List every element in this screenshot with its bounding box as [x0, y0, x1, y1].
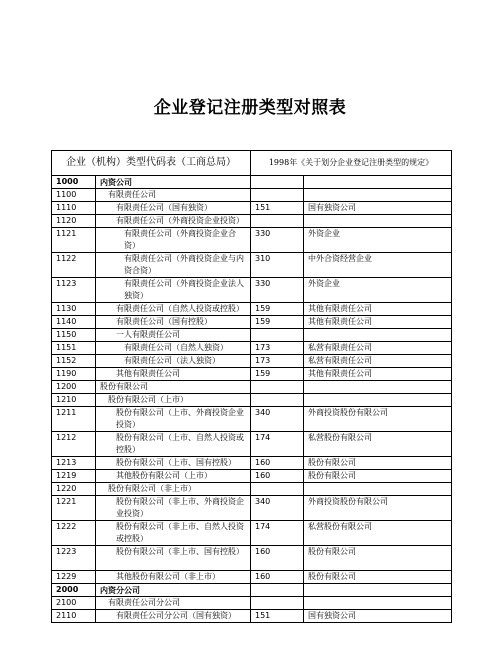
name2-cell [304, 597, 452, 610]
name2-cell [304, 394, 452, 407]
code-cell: 1229 [52, 571, 96, 584]
code-cell: 1140 [52, 316, 96, 329]
table-row [52, 394, 452, 407]
code2-cell [251, 189, 304, 202]
name-text: 股份有限公司（上市、外商投资企业投资） [116, 408, 244, 429]
code-cell: 1190 [52, 368, 96, 381]
table-row [52, 278, 452, 303]
name-text: 股份有限公司（非上市） [108, 484, 196, 493]
code2-cell: 151 [251, 610, 304, 623]
table-row [52, 571, 452, 584]
name-text: 股份有限公司（非上市、自然人投资或控股） [116, 522, 244, 543]
code2-cell: 159 [251, 316, 304, 329]
code-cell: 1000 [52, 176, 96, 189]
code2-cell [251, 215, 304, 228]
table-row [52, 342, 452, 355]
header-left: 企业（机构）类型代码表（工商总局） [52, 151, 251, 176]
name-text: 一人有限责任公司 [116, 330, 180, 339]
code2-cell [251, 584, 304, 597]
name-cell [96, 215, 251, 228]
code-cell: 1150 [52, 329, 96, 342]
table-row [52, 457, 452, 470]
name2-cell: 私营有限责任公司 [304, 355, 452, 368]
name-text: 有限责任公司分公司 [108, 598, 180, 607]
code-cell: 1122 [52, 253, 96, 278]
name-cell [96, 597, 251, 610]
name2-cell: 外商投资股份有限公司 [304, 496, 452, 521]
code-cell: 1110 [52, 202, 96, 215]
name2-cell: 股份有限公司 [304, 470, 452, 483]
code2-cell [251, 597, 304, 610]
table-row [52, 584, 452, 597]
name-cell: 内资分公司 [96, 584, 251, 597]
name-cell [96, 521, 251, 546]
name2-cell [304, 329, 452, 342]
name-text: 股份有限公司（上市） [108, 395, 188, 404]
name2-cell [304, 176, 452, 189]
name-cell [96, 189, 251, 202]
table-row [52, 329, 452, 342]
table-row [52, 546, 452, 571]
name-cell [96, 368, 251, 381]
code-cell: 1151 [52, 342, 96, 355]
code-cell: 1152 [52, 355, 96, 368]
name2-cell: 其他有限责任公司 [304, 303, 452, 316]
name-text: 有限责任公司（外商投资企业投资） [116, 216, 244, 225]
name-text: 有限责任公司（外商投资企业合资） [124, 229, 236, 250]
name-cell: 股份有限公司 [96, 381, 251, 394]
code-cell: 1220 [52, 483, 96, 496]
code2-cell [251, 176, 304, 189]
table-row [52, 432, 452, 457]
code-cell: 1130 [52, 303, 96, 316]
code2-cell: 159 [251, 368, 304, 381]
name2-cell [304, 584, 452, 597]
name-cell [96, 407, 251, 432]
code2-cell [251, 381, 304, 394]
table-row [52, 368, 452, 381]
name-cell [96, 303, 251, 316]
name-cell [96, 470, 251, 483]
name-cell [96, 329, 251, 342]
name-text: 股份有限公司（上市、自然人投资或控股） [116, 433, 244, 454]
code-cell: 1222 [52, 521, 96, 546]
name-cell [96, 342, 251, 355]
name-cell [96, 316, 251, 329]
name-cell [96, 483, 251, 496]
table-row [52, 521, 452, 546]
code2-cell [251, 483, 304, 496]
code-cell: 1100 [52, 189, 96, 202]
name2-cell: 私营股份有限公司 [304, 432, 452, 457]
code-cell: 1210 [52, 394, 96, 407]
name2-cell: 外资企业 [304, 278, 452, 303]
code-cell: 1223 [52, 546, 96, 571]
code2-cell: 173 [251, 355, 304, 368]
table-row [52, 483, 452, 496]
name2-cell: 外资企业 [304, 228, 452, 253]
code-cell: 1213 [52, 457, 96, 470]
name-cell [96, 202, 251, 215]
table-row [52, 202, 452, 215]
code2-cell: 173 [251, 342, 304, 355]
name-cell [96, 496, 251, 521]
code2-cell: 160 [251, 546, 304, 571]
name-text: 股份有限公司（上市、国有控股） [116, 458, 236, 467]
name-text: 其他股份有限公司（上市） [116, 471, 212, 480]
name2-cell: 其他有限责任公司 [304, 316, 452, 329]
code2-cell: 160 [251, 571, 304, 584]
name-cell [96, 432, 251, 457]
code-cell: 1212 [52, 432, 96, 457]
name2-cell [304, 215, 452, 228]
name-text: 其他有限责任公司 [116, 369, 180, 378]
code-cell: 1123 [52, 278, 96, 303]
table-row [52, 176, 452, 189]
code2-cell: 160 [251, 470, 304, 483]
name-cell [96, 610, 251, 623]
registration-type-table [51, 150, 452, 623]
name-text: 有限责任公司（自然人独资） [124, 343, 228, 352]
name-text: 有限责任公司（国有独资） [116, 203, 212, 212]
name2-cell: 国有独资公司 [304, 610, 452, 623]
name2-cell: 股份有限公司 [304, 457, 452, 470]
table-row [52, 407, 452, 432]
code2-cell: 340 [251, 496, 304, 521]
table-row [52, 381, 452, 394]
header-right: 1998年《关于划分企业登记注册类型的规定》 [251, 151, 452, 176]
name-text: 有限责任公司 [108, 190, 156, 199]
name2-cell: 外商投资股份有限公司 [304, 407, 452, 432]
code-cell: 1120 [52, 215, 96, 228]
code-cell: 1219 [52, 470, 96, 483]
name2-cell: 私营股份有限公司 [304, 521, 452, 546]
name2-cell: 其他有限责任公司 [304, 368, 452, 381]
code-cell: 2100 [52, 597, 96, 610]
table-row [52, 316, 452, 329]
name-text: 有限责任公司分公司（国有独资） [116, 611, 236, 620]
code-cell: 1200 [52, 381, 96, 394]
name-text: 股份有限公司（非上市、国有控股） [116, 547, 244, 556]
code-cell: 2110 [52, 610, 96, 623]
table-row [52, 253, 452, 278]
name-cell [96, 253, 251, 278]
name-text: 有限责任公司（自然人投资或控股） [116, 304, 244, 313]
name2-cell: 国有独资公司 [304, 202, 452, 215]
name2-cell [304, 381, 452, 394]
name-cell [96, 394, 251, 407]
name2-cell [304, 483, 452, 496]
table-row [52, 189, 452, 202]
code-cell: 2000 [52, 584, 96, 597]
name2-cell [304, 189, 452, 202]
code-cell: 1211 [52, 407, 96, 432]
name2-cell: 股份有限公司 [304, 571, 452, 584]
code2-cell: 330 [251, 228, 304, 253]
name2-cell: 私营有限责任公司 [304, 342, 452, 355]
table-row [52, 610, 452, 623]
name-cell [96, 546, 251, 571]
name-cell [96, 228, 251, 253]
table-header-row [52, 151, 452, 176]
table-row [52, 597, 452, 610]
name-cell [96, 355, 251, 368]
code2-cell [251, 329, 304, 342]
page-title: 企业登记注册类型对照表 [153, 98, 347, 118]
table-row [52, 470, 452, 483]
name-cell: 内资公司 [96, 176, 251, 189]
code2-cell: 340 [251, 407, 304, 432]
table-row [52, 303, 452, 316]
table-row [52, 496, 452, 521]
code-cell: 1121 [52, 228, 96, 253]
code2-cell: 160 [251, 457, 304, 470]
name-text: 有限责任公司（法人独资） [124, 356, 220, 365]
code2-cell: 310 [251, 253, 304, 278]
code2-cell: 159 [251, 303, 304, 316]
name-text: 有限责任公司（外商投资企业法人独资） [124, 279, 244, 300]
code2-cell: 174 [251, 521, 304, 546]
name-text: 有限责任公司（国有控股） [116, 317, 212, 326]
name2-cell: 中外合资经营企业 [304, 253, 452, 278]
name-text: 股份有限公司（非上市、外商投资企业投资） [116, 497, 244, 518]
name-text: 有限责任公司（外商投资企业与内资合资） [124, 254, 244, 275]
name2-cell: 股份有限公司 [304, 546, 452, 571]
code-cell: 1221 [52, 496, 96, 521]
table-row [52, 215, 452, 228]
code2-cell: 330 [251, 278, 304, 303]
name-cell [96, 278, 251, 303]
name-text: 其他股份有限公司（非上市） [116, 572, 220, 581]
table-row [52, 228, 452, 253]
name-cell [96, 457, 251, 470]
name-cell [96, 571, 251, 584]
code2-cell: 151 [251, 202, 304, 215]
table-row [52, 355, 452, 368]
code2-cell: 174 [251, 432, 304, 457]
code2-cell [251, 394, 304, 407]
